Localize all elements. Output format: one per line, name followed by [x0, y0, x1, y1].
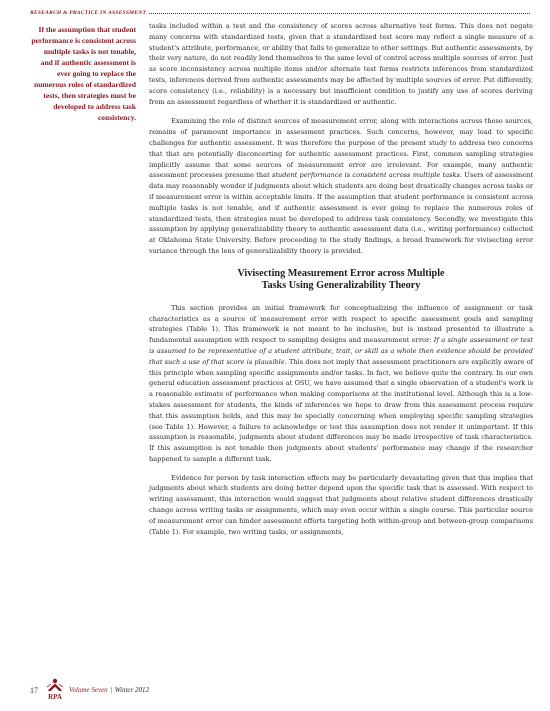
paragraph-3-text-a: This section provides an initial framework for conceptualizing the influence of assignment or task characteristics as a source of measurement error with respect to specific assessment goals and sampling strategies (Table 1). This framework is not meant to be inclusive, but is instead presented to illustrate a fundamental assumption with respect to sampling designs and measurement error: — [149, 303, 533, 345]
section-heading-line-1: Vivisecting Measurement Error across Multiple — [237, 267, 445, 279]
page-number: 17 — [30, 685, 38, 695]
paragraph-1: tasks included within a test and the consistency of scores across alternative test forms. This does not negate many concerns with standardized tests, given that a standardized test score may reflect a single measure of a student's attribute, performance, or ability that fails to generalize to other settings. But authentic assessments, by their very nature, do not readily lend themselves to the same level of control across multiple sources of error. Just as score inconsistency across multiple items and/or alternate test forms restricts inferences from standardized tests, inferences derived from authentic assessments may be affected by multiple sources of error. Put differently, score consistency (i.e., reliability) is a necessary but insufficient condition to justify any use of scores deriving from an assessment regardless of whether it is standardized or authentic. — [149, 22, 533, 106]
paragraph-4: Evidence for person by task interaction effects may be particularly devastating given that this implies that judgments about which students are doing better depend upon the specific task that is assessed. With respect to writing assessment, this interaction would suggest that judgments about relative student differences drastically change across writing tasks or assignments, which may even occur within a single course. This particular source of measurement error can hinder assessment efforts targeting both within-group and between-group comparisons (Table 1). For example, two writing tasks, or assignments, — [149, 473, 533, 536]
journal-volume: Volume Seven — [69, 686, 108, 694]
journal-separator: | — [110, 686, 112, 694]
paragraph-2-text-b: . Users of assessment data may reasonably wonder if judgments about which students are doing best drastically changes across tasks or if measurement error is within acceptable limits. If the assumption that student performance is consistent across multiple tasks is not tenable, and if authentic assessment is ever going to replace the numerous roles of standardized tests, then strategies must be developed to address task consistency. Secondly, we investigate this assumption by applying generalizability theory to authentic assessment data (i.e., writing performance) collected at Oklahoma State University. Before proceeding to the study findings, a broad framework for vivisecting error variance through the lens of generalizability theory is provided. — [149, 171, 534, 255]
logo-text: RPA — [48, 693, 62, 701]
paragraph-3 — [149, 303, 533, 465]
page-footer — [30, 675, 330, 705]
paragraph-3-text-b: This does not imply that assessment practitioners are explicitly aware of this principle when sampling specific assignments and/or tasks. In fact, we believe quite the contrary. In our own general education assessment practices at OSU, we have assumed that a single observation of a student's work is a reasonable estimate of performance when making comparisons at the institutional level. Although this is a low-stakes assessment for students, the kinds of inferences we hope to draw from this assessment process require that this assumption holds, and this may be specially concerning when employing specific sampling strategies (see Table 1). However, a failure to acknowledge or test this assumption does not render it unimportant. If this assumption is reasonable, judgments about student differences may be made irrespective of task characteristics. If this assumption is not tenable then judgments about students' performance may change if the researcher happened to sample a different task. — [149, 357, 533, 463]
section-heading — [149, 268, 533, 293]
paragraph-2 — [149, 116, 533, 256]
paragraph-2-emphasis: student performance is consistent across multiple tasks — [272, 171, 460, 180]
section-heading-line-2: Tasks Using Generalizability Theory — [261, 280, 421, 292]
journal-issue: Winter 2012 — [114, 686, 150, 694]
pull-quote: If the assumption that student performance is consistent across multiple tasks is not tenable, and if authentic assessment is ever going to replace the numerous roles of standardized tests, then strategies must be developed to address task consistency. — [31, 25, 136, 122]
journal-info — [69, 686, 149, 694]
article-body — [149, 21, 533, 537]
running-header — [30, 8, 530, 18]
paragraph-3-emphasis: If a single assessment or test is assumed to be representative of a student attribute, trait, or skill as a whole then evidence should be provided that such a use of that score is plausible. — [149, 336, 533, 366]
rpa-logo-icon — [44, 677, 66, 703]
paragraph-2-text-a: Examining the role of distinct sources of measurement error, along with interactions across these sources, remains of paramount importance in assessment practices. Such concerns, however, may lead to specific challenges for authentic assessment. It was therefore the purpose of the present study to address two concerns that that are potentially disconcerting for authentic assessment practices. First, common sampling strategies implicitly assume that some sources of measurement error are irrelevant. For example, many authentic assessment processes presume that — [149, 117, 533, 180]
running-title: RESEARCH & PRACTICE IN ASSESSMENT — [30, 10, 147, 16]
header-dotted-rule — [149, 13, 530, 14]
